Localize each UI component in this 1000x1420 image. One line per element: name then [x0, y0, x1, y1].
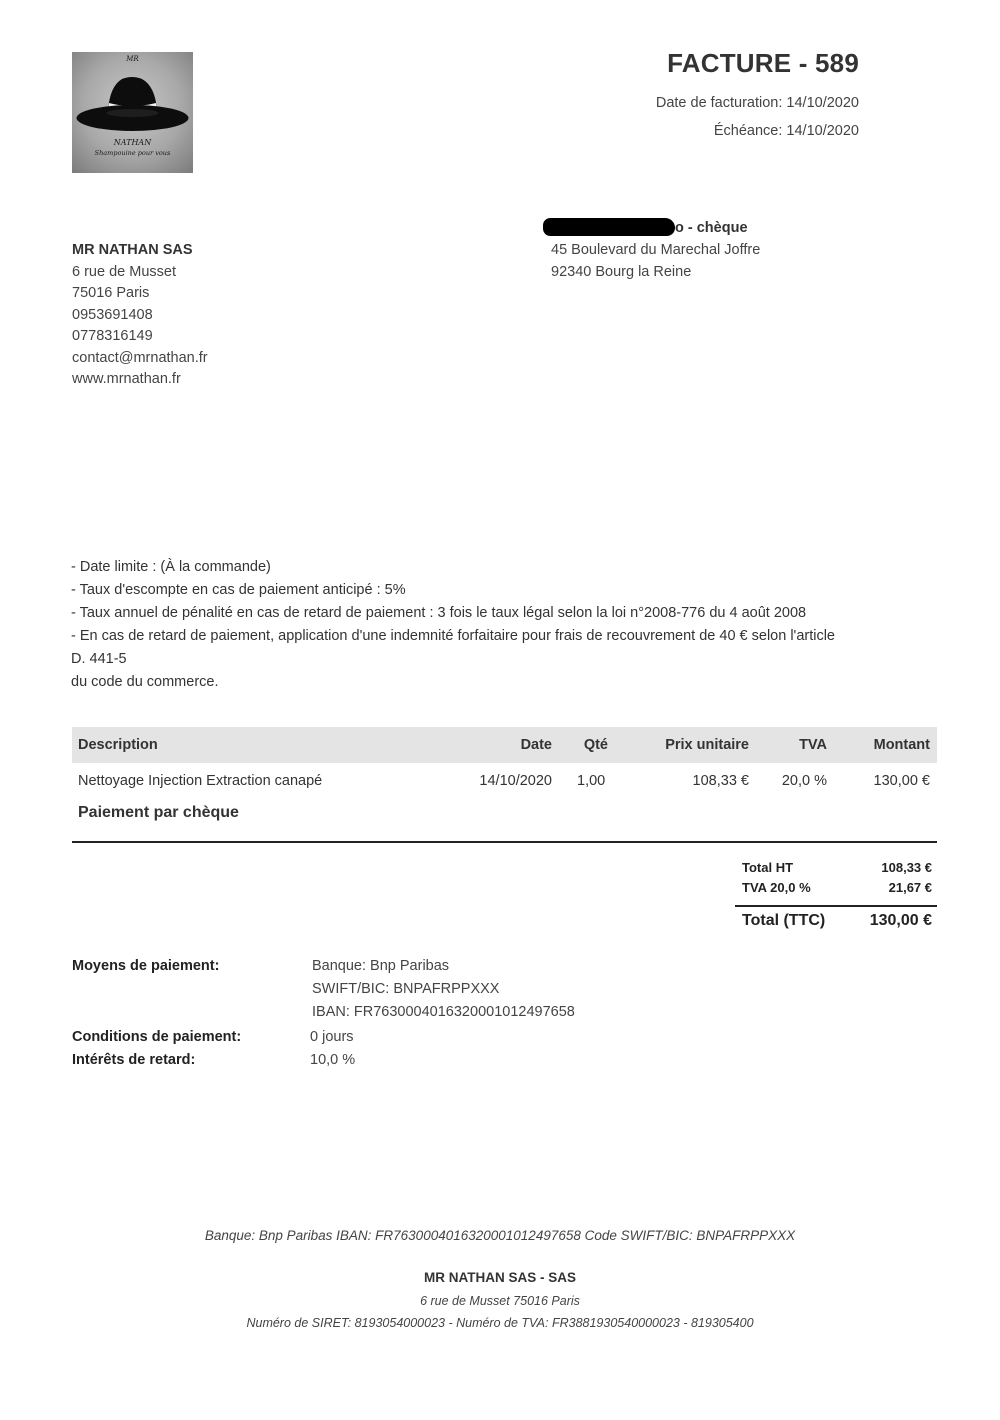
header-amount: Montant [873, 737, 930, 753]
footer-address: 6 rue de Musset 75016 Paris [420, 1294, 580, 1308]
company-logo [72, 52, 193, 173]
total-ht-row [742, 858, 932, 878]
invoice-title: FACTURE - 589 [667, 48, 859, 78]
sender-email: contact@mrnathan.fr [72, 349, 208, 366]
terms-line: - En cas de retard de paiement, application d'une indemnité forfaitaire pour frais de recouvrement de 40 € selon l'article [71, 628, 835, 644]
totals-divider [735, 905, 937, 907]
sender-phone-2: 0778316149 [72, 328, 153, 344]
invoice-due-date: Échéance: 14/10/2020 [713, 123, 859, 139]
tva-value: 21,67 € [888, 880, 932, 895]
footer-bank-line: Banque: Bnp Paribas IBAN: FR7630004016320001012497658 Code SWIFT/BIC: BNPAFRPPXXX [204, 1228, 796, 1243]
client-name [551, 217, 760, 239]
header-description: Description [78, 737, 158, 753]
terms-line: du code du commerce. [71, 674, 219, 690]
sender-city: 75016 Paris [72, 285, 150, 301]
header-unit-price: Prix unitaire [665, 737, 749, 753]
terms-line: - Date limite : (À la commande) [71, 559, 271, 575]
table-header [72, 727, 937, 763]
sender-name: MR NATHAN SAS [72, 242, 193, 258]
table-divider [72, 841, 937, 843]
total-ttc-label: Total (TTC) [742, 912, 826, 929]
sender-phone-1: 0953691408 [72, 306, 153, 323]
total-ttc-value: 130,00 € [869, 912, 932, 929]
total-ttc-row [742, 909, 932, 933]
header-date: Date [520, 737, 552, 753]
total-ht-label: Total HT [742, 860, 794, 875]
payment-conditions-label: Conditions de paiement: [72, 1029, 242, 1045]
footer-company: MR NATHAN SAS - SAS [423, 1270, 576, 1285]
client-name-suffix: o - chèque [675, 220, 748, 236]
client-city: 92340 Bourg la Reine [551, 264, 692, 280]
header-qty: Qté [583, 737, 608, 753]
logo-top-text: MR [126, 55, 139, 63]
row-amount: 130,00 € [873, 773, 930, 789]
client-street: 45 Boulevard du Marechal Joffre [551, 242, 761, 258]
total-ht-value: 108,33 € [881, 860, 932, 875]
table-row [72, 763, 937, 799]
tva-label: TVA 20,0 % [742, 880, 811, 895]
terms-line: - Taux annuel de pénalité en cas de retard de paiement : 3 fois le taux légal selon la loi n°2008-776 du 4 août 2008 [71, 605, 807, 621]
row-date: 14/10/2020 [479, 773, 552, 789]
payment-means-label: Moyens de paiement: [72, 958, 220, 974]
row-qty: 1,00 [577, 773, 606, 789]
payment-iban: IBAN: FR7630004016320001012497658 [312, 1004, 575, 1020]
sender-address [72, 240, 208, 391]
row-description: Nettoyage Injection Extraction canapé [78, 773, 323, 789]
late-interest-label: Intérêts de retard: [72, 1052, 196, 1068]
terms-line: - Taux d'escompte en cas de paiement anticipé : 5% [71, 582, 406, 598]
tva-row [742, 878, 932, 898]
payment-bank: Banque: Bnp Paribas [312, 958, 450, 974]
redaction-mark [543, 218, 675, 236]
terms-line: D. 441-5 [71, 651, 127, 667]
logo-tagline: Shampouine pour vous [94, 149, 171, 157]
totals-block [742, 858, 932, 898]
payment-conditions-value: 0 jours [310, 1029, 354, 1045]
late-interest-value: 10,0 % [310, 1052, 356, 1068]
row-unit-price: 108,33 € [692, 773, 749, 789]
payment-swift: SWIFT/BIC: BNPAFRPPXXX [312, 981, 500, 997]
client-address [551, 217, 760, 283]
footer-legal-ids: Numéro de SIRET: 8193054000023 - Numéro de TVA: FR3881930540000023 - 819305400 [246, 1316, 754, 1330]
payment-method-note: Paiement par chèque [78, 804, 239, 821]
items-table [72, 727, 937, 799]
header-tva: TVA [799, 737, 827, 753]
invoice-date: Date de facturation: 14/10/2020 [655, 95, 859, 111]
row-tva: 20,0 % [781, 773, 827, 789]
payment-terms [71, 556, 931, 694]
logo-name: NATHAN [113, 138, 152, 147]
sender-street: 6 rue de Musset [72, 263, 176, 280]
sender-website: www.mrnathan.fr [72, 371, 181, 387]
